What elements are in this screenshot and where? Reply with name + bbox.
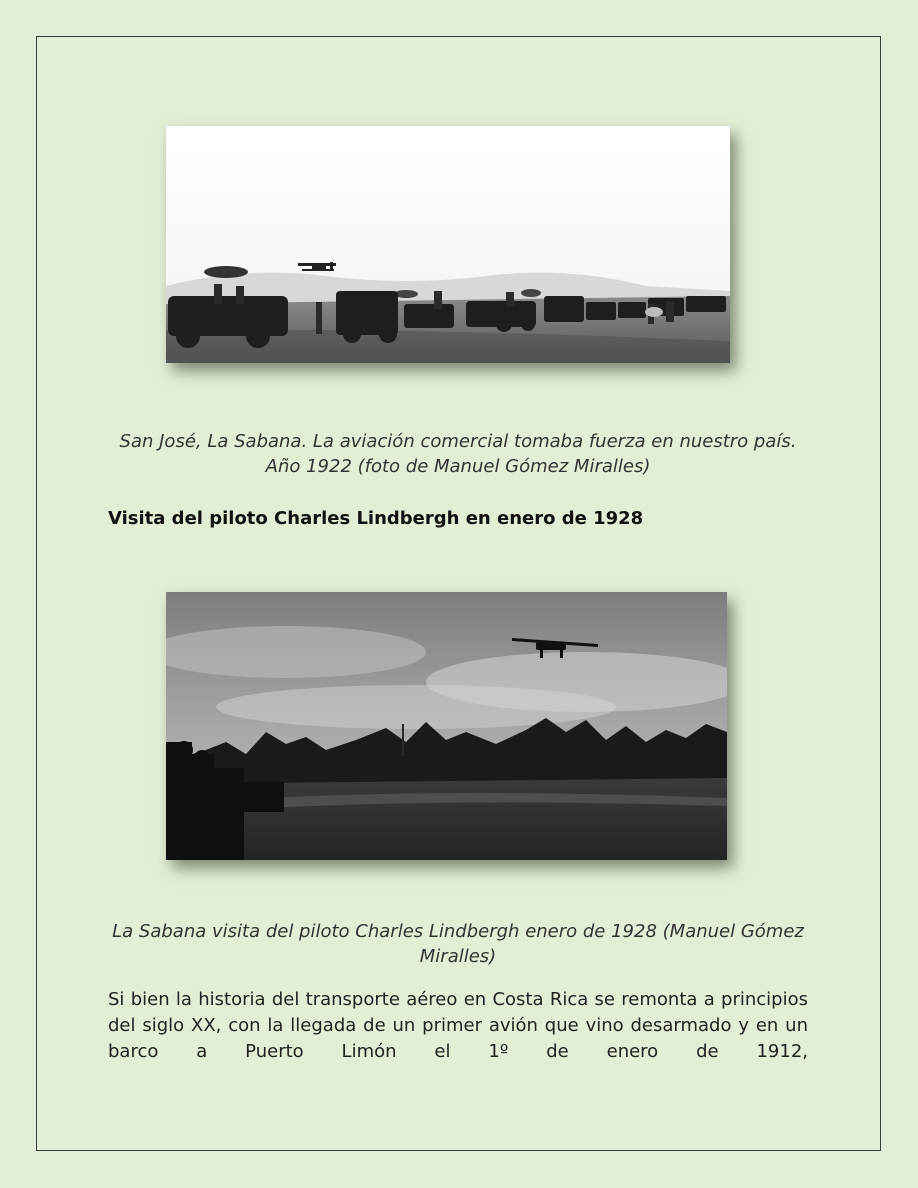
section-heading: Visita del piloto Charles Lindbergh en enero de 1928	[108, 508, 644, 529]
photo-lindbergh-1928	[166, 592, 727, 860]
body-paragraph: Si bien la historia del transporte aéreo en Costa Rica se remonta a principios del siglo XX, con la llegada de un primer avión que vino desarmado y en un barco a Puerto Limón el 1º de enero de 1912,	[108, 989, 808, 1062]
photo-caption-1928: La Sabana visita del piloto Charles Lindbergh enero de 1928 (Manuel Gómez Miralles)	[112, 921, 804, 967]
photo-sabana-1922	[166, 126, 730, 363]
photo-caption-1922: San José, La Sabana. La aviación comercial tomaba fuerza en nuestro país. Año 1922 (foto de Manuel Gómez Miralles)	[119, 431, 797, 477]
